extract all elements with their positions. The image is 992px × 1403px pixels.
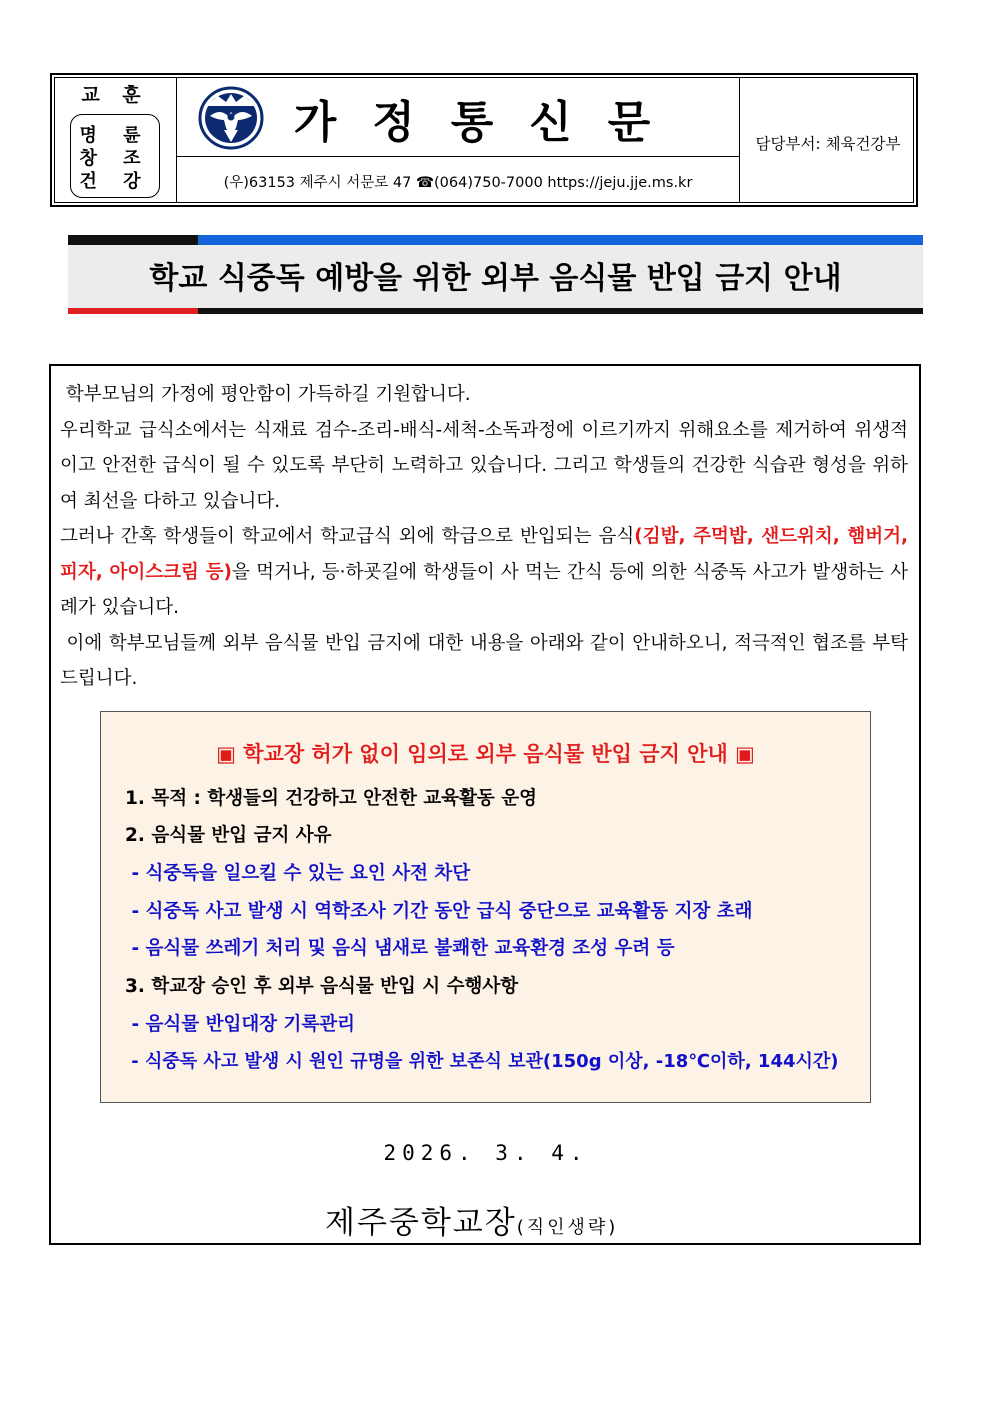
food-examples-highlight: (김밥, 주먹밥, 샌드위치, 햄버거, 피자, 아이스크림 등) (60, 526, 909, 583)
header-divider (176, 77, 177, 203)
department-label: 담당부서: 체육건강부 (755, 135, 901, 153)
body-text: 을 먹거나, 등·하굣길에 학생들이 사 먹는 간식 등에 의한 식중독 사고가 발생하는 사례가 있습니다. (60, 561, 908, 618)
notice-item: 1. 목적 : 학생들의 건강하고 안전한 교육활동 운영 (125, 788, 537, 809)
motto-line: 건 강 (79, 171, 151, 192)
notice-item: 3. 학교장 승인 후 외부 음식물 반입 시 수행사항 (125, 976, 519, 997)
letter-body (60, 377, 908, 697)
notice-item: 2. 음식물 반입 금지 사유 (125, 825, 332, 846)
signature-block (325, 1197, 618, 1242)
greeting-paragraph: 학부모님의 가정에 평안함이 가득하길 기원합니다. (60, 384, 471, 405)
notice-sub-item: - 음식물 반입대장 기록관리 (125, 1014, 356, 1035)
notice-headline: 학교 식중독 예방을 위한 외부 음식물 반입 금지 안내 (149, 261, 842, 296)
school-principal: 제주중학교장 (325, 1205, 517, 1241)
body-paragraph: 이에 학부모님들께 외부 음식물 반입 금지에 대한 내용을 아래와 같이 안내하오니, 적극적인 협조를 부탁드립니다. (60, 632, 908, 689)
motto-line: 명 륜 (79, 125, 151, 146)
notice-sub-item: - 식중독 사고 발생 시 원인 규명을 위한 보존식 보관(150g 이상, -18℃이하, 144시간) (125, 1051, 839, 1072)
notice-sub-item: - 식중독을 일으킬 수 있는 요인 사전 차단 (125, 863, 471, 884)
motto-title: 교 훈 (81, 84, 149, 106)
motto-line: 창 조 (79, 148, 151, 169)
banner-accent-bar (198, 308, 923, 314)
body-paragraph (60, 519, 908, 626)
page-title: 가정통신문 (293, 97, 687, 148)
header-divider (176, 156, 739, 157)
school-address: (우)63153 제주시 서문로 47 ☎(064)750-7000 https://jeju.jje.ms.kr (223, 175, 693, 191)
notice-sub-item: - 식중독 사고 발생 시 역학조사 기간 동안 급식 중단으로 교육활동 지장 초래 (125, 901, 753, 922)
body-text: 그러나 간혹 학생들이 학교에서 학교급식 외에 학급으로 반입되는 음식 (60, 526, 635, 547)
banner-accent-bar (198, 235, 923, 245)
motto-box (70, 114, 160, 198)
notice-sub-item: - 음식물 쓰레기 처리 및 음식 냄새로 불쾌한 교육환경 조성 우려 등 (125, 938, 675, 959)
issue-date: 2026. 3. 4. (383, 1141, 589, 1165)
body-paragraph: 우리학교 급식소에서는 식재료 검수-조리-배식-세척-소독과정에 이르기까지 위해요소를 제거하여 위생적이고 안전한 급식이 될 수 있도록 부단히 노력하고 있습니다. 그리고 학생들의 건강한 식습관 형성을 위하여 최선을 다하고 있습니다. (60, 419, 908, 512)
banner-accent-bar (68, 235, 198, 245)
seal-note: (직인생략) (516, 1217, 619, 1238)
banner-accent-bar (68, 308, 198, 314)
notice-box-title: ▣ 학교장 허가 없이 임의로 외부 음식물 반입 금지 안내 ▣ (216, 742, 755, 766)
